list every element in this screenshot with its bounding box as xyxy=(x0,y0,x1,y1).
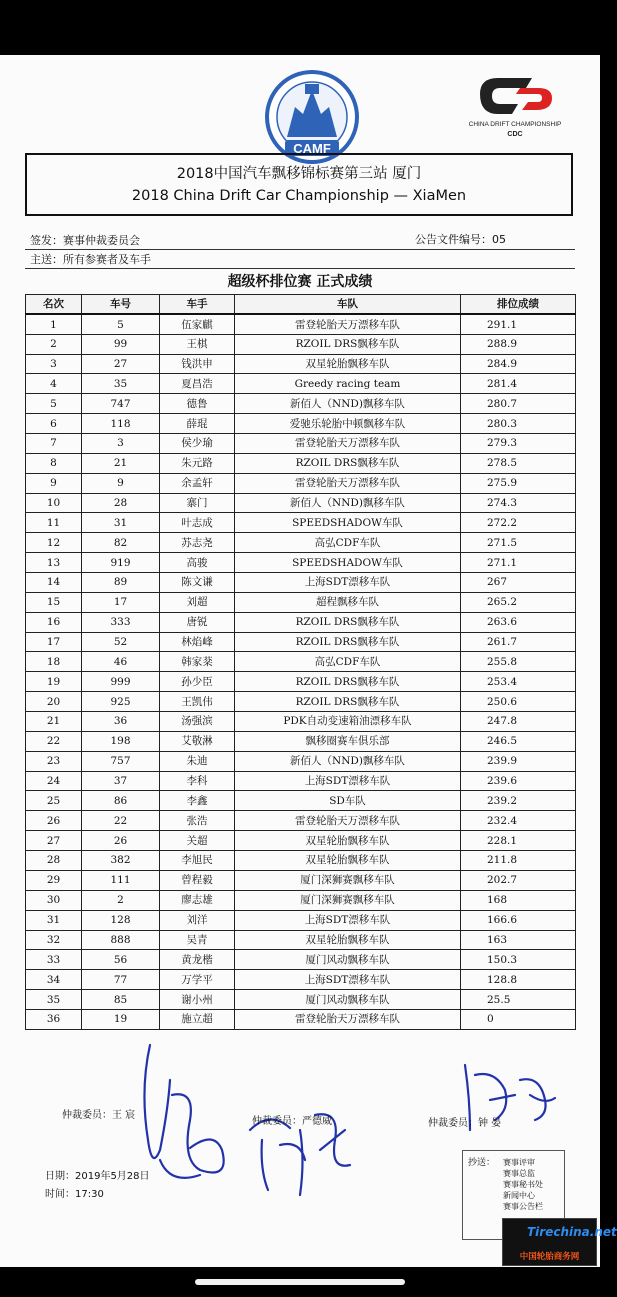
driver-cell: 叶志成 xyxy=(160,513,235,533)
team-cell: RZOIL DRS飘移车队 xyxy=(235,612,461,632)
team-cell: 上海SDT漂移车队 xyxy=(235,573,461,593)
car-number-cell: 17 xyxy=(82,592,160,612)
score-cell: 163 xyxy=(461,930,576,950)
car-number-cell: 86 xyxy=(82,791,160,811)
team-cell: RZOIL DRS飘移车队 xyxy=(235,692,461,712)
header-team: 车队 xyxy=(235,295,461,315)
table-row xyxy=(26,592,576,612)
table-row xyxy=(26,394,576,414)
team-cell: 超程飘移车队 xyxy=(235,592,461,612)
car-number-cell: 925 xyxy=(82,692,160,712)
car-number-cell: 22 xyxy=(82,811,160,831)
date-label: 日期：2019年5月28日 xyxy=(45,1171,150,1182)
team-cell: 雷登轮胎天万漂移车队 xyxy=(235,1009,461,1029)
score-cell: 275.9 xyxy=(461,473,576,493)
team-cell: 厦门深狮赛飘移车队 xyxy=(235,890,461,910)
driver-cell: 夏昌浩 xyxy=(160,374,235,394)
car-number-cell: 919 xyxy=(82,553,160,573)
car-number-cell: 198 xyxy=(82,731,160,751)
results-title: 超级杯排位赛 正式成绩 xyxy=(227,274,373,290)
table-row xyxy=(26,473,576,493)
car-number-cell: 37 xyxy=(82,771,160,791)
driver-cell: 黄龙楷 xyxy=(160,950,235,970)
rank-cell: 35 xyxy=(26,990,82,1010)
car-number-cell: 46 xyxy=(82,652,160,672)
driver-cell: 寨门 xyxy=(160,493,235,513)
watermark-name: 中国轮胎商务网 xyxy=(519,1252,580,1262)
driver-cell: 侯少瑜 xyxy=(160,434,235,454)
driver-cell: 钱洪申 xyxy=(160,354,235,374)
car-number-cell: 3 xyxy=(82,434,160,454)
driver-cell: 韩家棻 xyxy=(160,652,235,672)
table-row xyxy=(26,870,576,890)
driver-cell: 德鲁 xyxy=(160,394,235,414)
team-cell: 高弘CDF车队 xyxy=(235,533,461,553)
judge-3-label: 仲裁委员：钟 晏 xyxy=(428,1118,502,1129)
team-cell: 新佰人（NND)飘移车队 xyxy=(235,394,461,414)
score-cell: 25.5 xyxy=(461,990,576,1010)
table-row xyxy=(26,751,576,771)
driver-cell: 王凯伟 xyxy=(160,692,235,712)
table-row xyxy=(26,831,576,851)
driver-cell: 苏志尧 xyxy=(160,533,235,553)
table-row xyxy=(26,314,576,334)
driver-cell: 施立超 xyxy=(160,1009,235,1029)
rank-cell: 23 xyxy=(26,751,82,771)
car-number-cell: 9 xyxy=(82,473,160,493)
driver-cell: 李旭民 xyxy=(160,851,235,871)
score-cell: 211.8 xyxy=(461,851,576,871)
driver-cell: 孙少臣 xyxy=(160,672,235,692)
table-row xyxy=(26,692,576,712)
driver-cell: 陈文谦 xyxy=(160,573,235,593)
table-row xyxy=(26,493,576,513)
table-row xyxy=(26,791,576,811)
car-number-cell: 999 xyxy=(82,672,160,692)
driver-cell: 刘超 xyxy=(160,592,235,612)
time-label: 时间：17:30 xyxy=(45,1189,104,1200)
car-number-cell: 27 xyxy=(82,354,160,374)
rank-cell: 11 xyxy=(26,513,82,533)
header-car-number: 车号 xyxy=(82,295,160,315)
team-cell: 双星轮胎飘移车队 xyxy=(235,354,461,374)
rank-cell: 33 xyxy=(26,950,82,970)
table-header-row xyxy=(26,295,576,315)
table-row xyxy=(26,612,576,632)
team-cell: SD车队 xyxy=(235,791,461,811)
car-number-cell: 128 xyxy=(82,910,160,930)
team-cell: 雷登轮胎天万漂移车队 xyxy=(235,811,461,831)
rank-cell: 13 xyxy=(26,553,82,573)
rank-cell: 18 xyxy=(26,652,82,672)
rank-cell: 12 xyxy=(26,533,82,553)
car-number-cell: 888 xyxy=(82,930,160,950)
rank-cell: 10 xyxy=(26,493,82,513)
team-cell: 新佰人（NND)飘移车队 xyxy=(235,751,461,771)
car-number-cell: 19 xyxy=(82,1009,160,1029)
team-cell: 上海SDT漂移车队 xyxy=(235,771,461,791)
rank-cell: 20 xyxy=(26,692,82,712)
table-row xyxy=(26,434,576,454)
rank-cell: 4 xyxy=(26,374,82,394)
score-cell: 284.9 xyxy=(461,354,576,374)
car-number-cell: 118 xyxy=(82,414,160,434)
score-cell: 271.5 xyxy=(461,533,576,553)
table-row xyxy=(26,910,576,930)
team-cell: 飘移圈赛车俱乐部 xyxy=(235,731,461,751)
car-number-cell: 757 xyxy=(82,751,160,771)
rank-cell: 16 xyxy=(26,612,82,632)
table-row xyxy=(26,374,576,394)
driver-cell: 朱迪 xyxy=(160,751,235,771)
score-cell: 166.6 xyxy=(461,910,576,930)
table-row xyxy=(26,970,576,990)
car-number-cell: 26 xyxy=(82,831,160,851)
team-cell: 新佰人（NND)飘移车队 xyxy=(235,493,461,513)
table-row xyxy=(26,950,576,970)
car-number-cell: 382 xyxy=(82,851,160,871)
rank-cell: 32 xyxy=(26,930,82,950)
car-number-cell: 21 xyxy=(82,453,160,473)
team-cell: RZOIL DRS飘移车队 xyxy=(235,334,461,354)
watermark-site: Tirechina.net xyxy=(527,1225,617,1239)
table-row xyxy=(26,1009,576,1029)
rank-cell: 6 xyxy=(26,414,82,434)
score-cell: 280.7 xyxy=(461,394,576,414)
driver-cell: 张浩 xyxy=(160,811,235,831)
divider xyxy=(25,268,575,269)
stamp-item: 赛事评审 xyxy=(503,1158,535,1167)
table-row xyxy=(26,890,576,910)
judge-1-label: 仲裁委员：王 宸 xyxy=(62,1110,136,1121)
team-cell: 高弘CDF车队 xyxy=(235,652,461,672)
rank-cell: 21 xyxy=(26,712,82,732)
team-cell: SPEEDSHADOW车队 xyxy=(235,553,461,573)
score-cell: 272.2 xyxy=(461,513,576,533)
rank-cell: 34 xyxy=(26,970,82,990)
document-number: 公告文件编号：05 xyxy=(415,233,506,246)
car-number-cell: 31 xyxy=(82,513,160,533)
car-number-cell: 77 xyxy=(82,970,160,990)
table-row xyxy=(26,553,576,573)
score-cell: 279.3 xyxy=(461,434,576,454)
score-cell: 291.1 xyxy=(461,314,576,334)
table-row xyxy=(26,533,576,553)
driver-cell: 朱元路 xyxy=(160,453,235,473)
rank-cell: 29 xyxy=(26,870,82,890)
title-box xyxy=(25,153,573,216)
signer-line: 签发：赛事仲裁委员会 xyxy=(30,234,140,247)
score-cell: 253.4 xyxy=(461,672,576,692)
rank-cell: 30 xyxy=(26,890,82,910)
driver-cell: 廖志雄 xyxy=(160,890,235,910)
table-row xyxy=(26,334,576,354)
car-number-cell: 111 xyxy=(82,870,160,890)
car-number-cell: 5 xyxy=(82,314,160,334)
car-number-cell: 85 xyxy=(82,990,160,1010)
score-cell: 228.1 xyxy=(461,831,576,851)
score-cell: 271.1 xyxy=(461,553,576,573)
score-cell: 281.4 xyxy=(461,374,576,394)
score-cell: 263.6 xyxy=(461,612,576,632)
table-row xyxy=(26,672,576,692)
score-cell: 255.8 xyxy=(461,652,576,672)
score-cell: 239.2 xyxy=(461,791,576,811)
table-row xyxy=(26,731,576,751)
driver-cell: 林焰峰 xyxy=(160,632,235,652)
status-bar xyxy=(0,0,600,55)
rank-cell: 5 xyxy=(26,394,82,414)
score-cell: 261.7 xyxy=(461,632,576,652)
car-number-cell: 56 xyxy=(82,950,160,970)
team-cell: RZOIL DRS飘移车队 xyxy=(235,632,461,652)
title-chinese: 2018中国汽车飘移锦标赛第三站 厦门 xyxy=(176,166,422,182)
table-row xyxy=(26,632,576,652)
driver-cell: 余孟轩 xyxy=(160,473,235,493)
team-cell: 厦门深狮赛飘移车队 xyxy=(235,870,461,890)
rank-cell: 15 xyxy=(26,592,82,612)
table-row xyxy=(26,573,576,593)
rank-cell: 1 xyxy=(26,314,82,334)
rank-cell: 8 xyxy=(26,453,82,473)
camf-logo-text: CAMF xyxy=(293,141,331,156)
driver-cell: 王棋 xyxy=(160,334,235,354)
team-cell: PDK自动变速箱油漂移车队 xyxy=(235,712,461,732)
driver-cell: 李鑫 xyxy=(160,791,235,811)
driver-cell: 艾敬淋 xyxy=(160,731,235,751)
score-cell: 274.3 xyxy=(461,493,576,513)
car-number-cell: 333 xyxy=(82,612,160,632)
car-number-cell: 36 xyxy=(82,712,160,732)
table-row xyxy=(26,453,576,473)
team-cell: 双星轮胎飘移车队 xyxy=(235,930,461,950)
driver-cell: 万学平 xyxy=(160,970,235,990)
car-number-cell: 2 xyxy=(82,890,160,910)
rank-cell: 22 xyxy=(26,731,82,751)
team-cell: 上海SDT漂移车队 xyxy=(235,910,461,930)
score-cell: 280.3 xyxy=(461,414,576,434)
score-cell: 246.5 xyxy=(461,731,576,751)
car-number-cell: 99 xyxy=(82,334,160,354)
team-cell: 雷登轮胎天万漂移车队 xyxy=(235,473,461,493)
table-row xyxy=(26,354,576,374)
team-cell: RZOIL DRS飘移车队 xyxy=(235,672,461,692)
header-rank: 名次 xyxy=(26,295,82,315)
score-cell: 128.8 xyxy=(461,970,576,990)
driver-cell: 曾程毅 xyxy=(160,870,235,890)
table-row xyxy=(26,811,576,831)
car-number-cell: 28 xyxy=(82,493,160,513)
results-table xyxy=(25,294,576,1030)
score-cell: 250.6 xyxy=(461,692,576,712)
score-cell: 288.9 xyxy=(461,334,576,354)
stamp-item: 赛事秘书处 xyxy=(503,1180,543,1189)
stamp-item: 新闻中心 xyxy=(503,1191,535,1200)
team-cell: 厦门风动飘移车队 xyxy=(235,990,461,1010)
rank-cell: 25 xyxy=(26,791,82,811)
judge-2-label: 仲裁委员：严德威 xyxy=(252,1116,332,1127)
car-number-cell: 747 xyxy=(82,394,160,414)
score-cell: 267 xyxy=(461,573,576,593)
team-cell: 双星轮胎飘移车队 xyxy=(235,851,461,871)
team-cell: 雷登轮胎天万漂移车队 xyxy=(235,314,461,334)
driver-cell: 伍家麒 xyxy=(160,314,235,334)
rank-cell: 24 xyxy=(26,771,82,791)
driver-cell: 高骏 xyxy=(160,553,235,573)
stamp-title: 抄送： xyxy=(468,1158,496,1168)
driver-cell: 吴青 xyxy=(160,930,235,950)
table-row xyxy=(26,652,576,672)
recipient-line: 主送：所有参赛者及车手 xyxy=(30,253,151,266)
score-cell: 239.6 xyxy=(461,771,576,791)
car-number-cell: 35 xyxy=(82,374,160,394)
table-row xyxy=(26,771,576,791)
car-number-cell: 52 xyxy=(82,632,160,652)
driver-cell: 李科 xyxy=(160,771,235,791)
driver-cell: 刘洋 xyxy=(160,910,235,930)
tirechina-watermark xyxy=(502,1218,617,1266)
table-row xyxy=(26,513,576,533)
rank-cell: 31 xyxy=(26,910,82,930)
score-cell: 0 xyxy=(461,1009,576,1029)
rank-cell: 36 xyxy=(26,1009,82,1029)
stamp-item: 赛事公告栏 xyxy=(503,1202,543,1211)
score-cell: 278.5 xyxy=(461,453,576,473)
table-row xyxy=(26,712,576,732)
team-cell: 双星轮胎飘移车队 xyxy=(235,831,461,851)
team-cell: RZOIL DRS飘移车队 xyxy=(235,453,461,473)
team-cell: 上海SDT漂移车队 xyxy=(235,970,461,990)
rank-cell: 28 xyxy=(26,851,82,871)
car-number-cell: 89 xyxy=(82,573,160,593)
rank-cell: 3 xyxy=(26,354,82,374)
score-cell: 202.7 xyxy=(461,870,576,890)
cdc-logo-abbr: CDC xyxy=(507,131,523,138)
table-row xyxy=(26,990,576,1010)
car-number-cell: 82 xyxy=(82,533,160,553)
score-cell: 239.9 xyxy=(461,751,576,771)
driver-cell: 薛琨 xyxy=(160,414,235,434)
home-indicator[interactable] xyxy=(195,1279,405,1285)
driver-cell: 汤强滨 xyxy=(160,712,235,732)
table-row xyxy=(26,414,576,434)
team-cell: Greedy racing team xyxy=(235,374,461,394)
score-cell: 265.2 xyxy=(461,592,576,612)
rank-cell: 7 xyxy=(26,434,82,454)
cdc-logo xyxy=(440,72,580,142)
header-driver: 车手 xyxy=(160,295,235,315)
score-cell: 247.8 xyxy=(461,712,576,732)
driver-cell: 谢小州 xyxy=(160,990,235,1010)
rank-cell: 19 xyxy=(26,672,82,692)
stamp-item: 赛事总监 xyxy=(503,1169,535,1178)
driver-cell: 唐锐 xyxy=(160,612,235,632)
score-cell: 150.3 xyxy=(461,950,576,970)
table-row xyxy=(26,930,576,950)
stamp-list xyxy=(503,1157,543,1212)
team-cell: SPEEDSHADOW车队 xyxy=(235,513,461,533)
cdc-logo-name: CHINA DRIFT CHAMPIONSHIP xyxy=(468,121,562,128)
team-cell: 雷登轮胎天万漂移车队 xyxy=(235,434,461,454)
team-cell: 爱驰乐轮胎中顿飘移车队 xyxy=(235,414,461,434)
divider xyxy=(25,249,575,250)
rank-cell: 26 xyxy=(26,811,82,831)
rank-cell: 14 xyxy=(26,573,82,593)
rank-cell: 27 xyxy=(26,831,82,851)
rank-cell: 17 xyxy=(26,632,82,652)
team-cell: 厦门风动飘移车队 xyxy=(235,950,461,970)
score-cell: 232.4 xyxy=(461,811,576,831)
table-row xyxy=(26,851,576,871)
driver-cell: 关超 xyxy=(160,831,235,851)
rank-cell: 9 xyxy=(26,473,82,493)
rank-cell: 2 xyxy=(26,334,82,354)
header-score: 排位成绩 xyxy=(461,295,576,315)
title-english: 2018 China Drift Car Championship — XiaMen xyxy=(131,188,467,204)
score-cell: 168 xyxy=(461,890,576,910)
